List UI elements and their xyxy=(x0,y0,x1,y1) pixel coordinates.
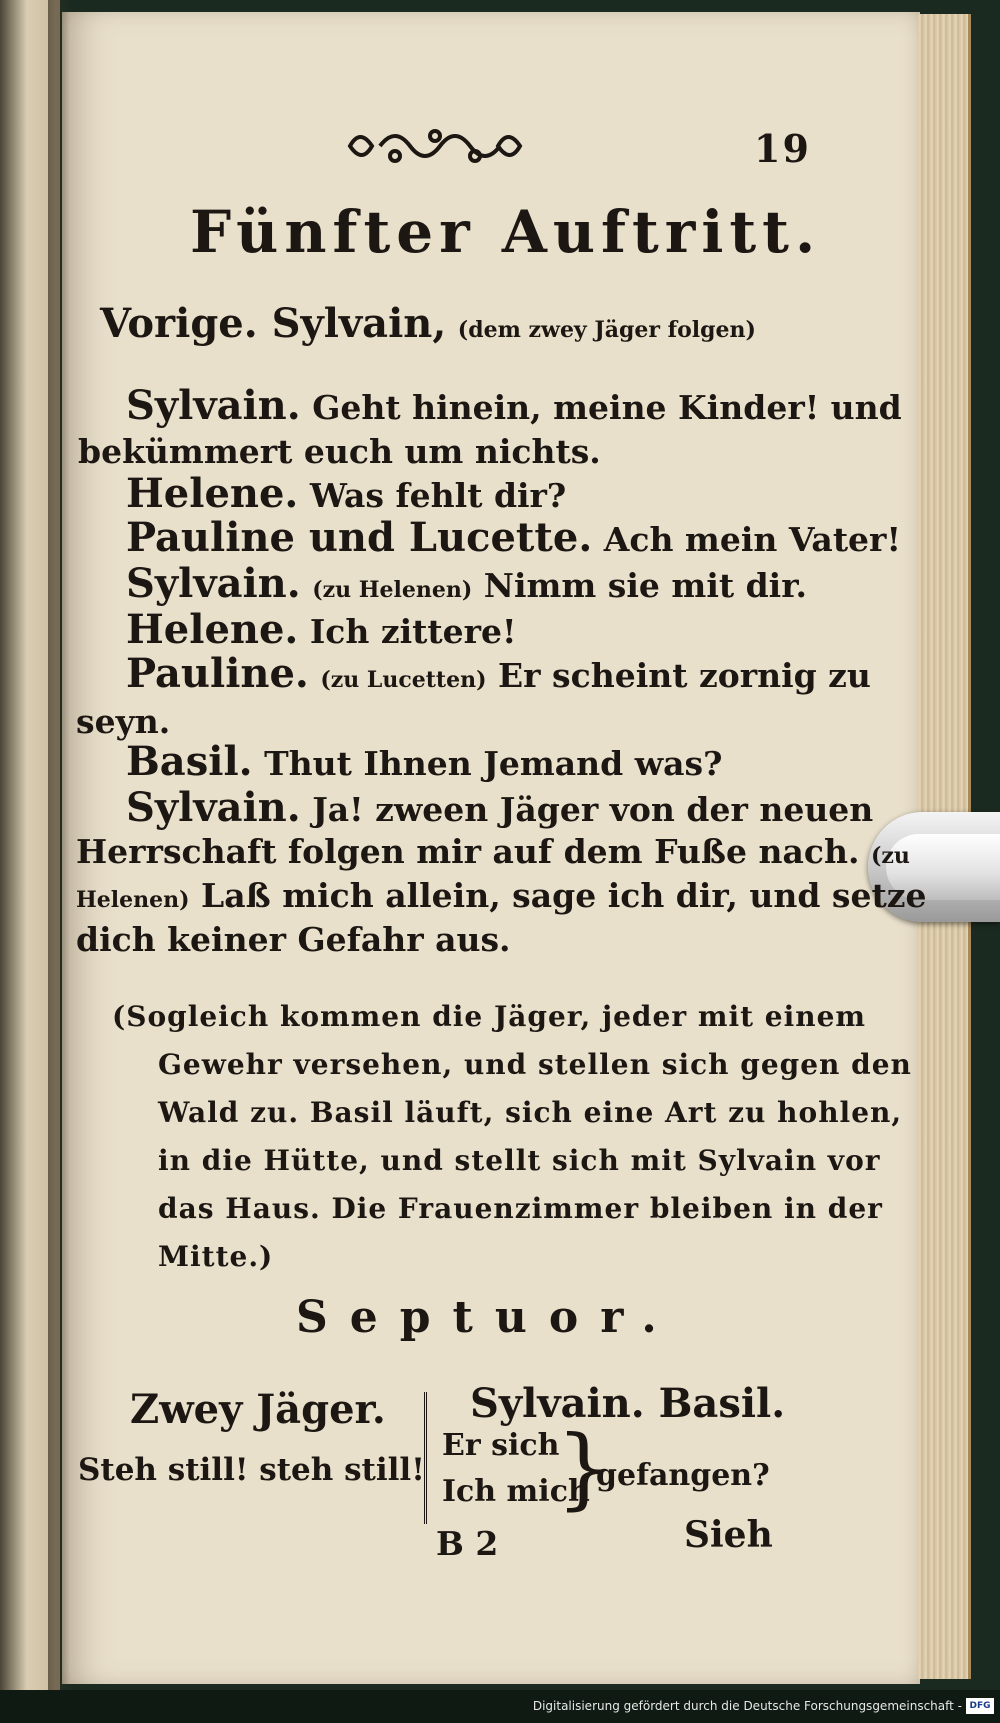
speaker-name: Pauline und Lucette. xyxy=(126,514,593,561)
speaker-name: Helene. xyxy=(126,470,299,517)
text-line xyxy=(126,606,516,653)
speech-text: Nimm sie mit dir. xyxy=(483,566,808,605)
speaker-name: Sylvain. xyxy=(126,382,301,429)
speech-text: Herrschaft folgen mir auf dem Fuße nach. xyxy=(76,832,860,871)
speaker-name: Basil. xyxy=(126,738,253,785)
speaker-name: Sylvain. xyxy=(126,784,301,831)
speech-text: Laß mich allein, sage ich dir, und setze xyxy=(201,876,927,915)
stage-direction-line: Gewehr versehen, und stellen sich gegen den xyxy=(158,1048,912,1081)
intro-line xyxy=(100,300,756,347)
right-column-heading: Sylvain. Basil. xyxy=(470,1380,786,1427)
brace-icon: } xyxy=(556,1416,612,1519)
scene-heading: Fünfter Auftritt. xyxy=(190,198,822,266)
ornament-icon xyxy=(340,122,530,170)
text-line: bekümmert euch um nichts. xyxy=(78,432,601,471)
speech-text: Thut Ihnen Jemand was? xyxy=(264,744,723,783)
text-line xyxy=(126,738,722,785)
stage-direction: Helenen) xyxy=(76,887,190,913)
catchword: Sieh xyxy=(684,1514,773,1556)
text-line: seyn. xyxy=(76,702,171,741)
signature-mark: B 2 xyxy=(436,1524,499,1563)
speech-text: Ich zittere! xyxy=(309,612,517,651)
right-column-line: Ich mich xyxy=(442,1474,590,1509)
text-line: dich keiner Gefahr aus. xyxy=(76,920,511,959)
speech-text: Geht hinein, meine Kinder! und xyxy=(312,388,902,427)
speech-text: Ja! zween Jäger von der neuen xyxy=(312,790,874,829)
dfg-logo-icon: DFG xyxy=(966,1698,994,1714)
left-column-heading: Zwey Jäger. xyxy=(130,1386,386,1433)
intro-direction: (dem zwey Jäger folgen) xyxy=(457,317,756,343)
left-column-line: Steh still! steh still! xyxy=(78,1452,425,1488)
stage-direction-line: Wald zu. Basil läuft, sich eine Art zu hohlen, xyxy=(158,1096,903,1129)
intro-characters: Vorige. Sylvain, xyxy=(100,300,447,347)
text-line xyxy=(126,560,807,607)
speaker-name: Sylvain. xyxy=(126,560,301,607)
speech-text: Ach mein Vater! xyxy=(603,520,901,559)
text-line xyxy=(126,470,566,517)
footer-credit: Digitalisierung gefördert durch die Deutsche Forschungsgemeinschaft - xyxy=(532,1699,962,1713)
text-line xyxy=(76,832,910,871)
stage-direction-line: Mitte.) xyxy=(158,1240,274,1273)
right-column-line: gefangen? xyxy=(596,1458,770,1493)
text-line xyxy=(76,876,926,915)
right-column-line: Er sich xyxy=(442,1428,560,1463)
column-separator xyxy=(424,1392,427,1524)
text-line xyxy=(126,784,873,831)
stage-direction-line: in die Hütte, und stellt sich mit Sylvain vor xyxy=(158,1144,881,1177)
speech-text: Er scheint zornig zu xyxy=(498,656,871,695)
speech-text: Was fehlt dir? xyxy=(309,476,567,515)
text-line xyxy=(126,382,902,429)
page-number: 19 xyxy=(754,126,811,171)
text-line xyxy=(126,514,901,561)
stage-direction: (zu Lucetten) xyxy=(320,667,487,693)
stage-direction: (zu xyxy=(870,843,910,869)
speaker-name: Helene. xyxy=(126,606,299,653)
speaker-name: Pauline. xyxy=(126,650,309,697)
stage-direction-line: das Haus. Die Frauenzimmer bleiben in der xyxy=(158,1192,883,1225)
septuor-title: Septuor. xyxy=(296,1292,679,1343)
stage-direction-line: (Sogleich kommen die Jäger, jeder mit einem xyxy=(112,1000,867,1033)
spine-shadow xyxy=(48,0,70,1690)
text-line xyxy=(126,650,871,697)
stage-direction: (zu Helenen) xyxy=(312,577,473,603)
